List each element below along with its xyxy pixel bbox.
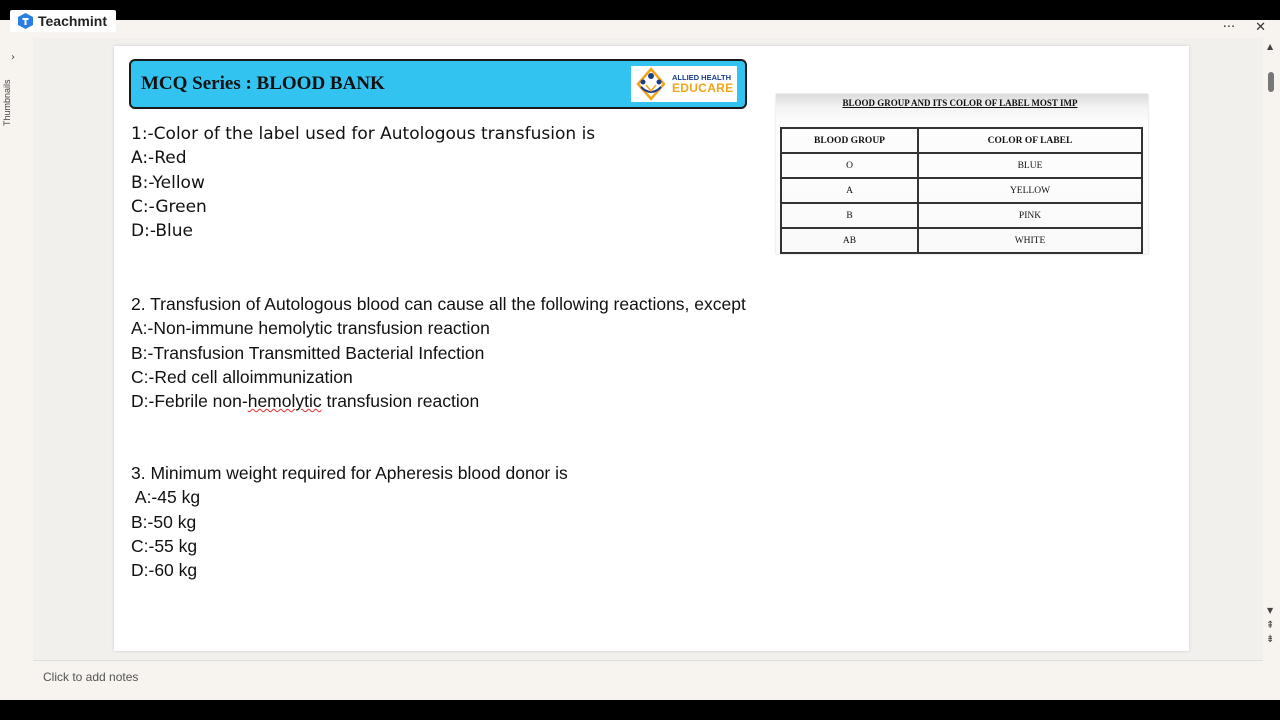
option-d — [131, 389, 746, 413]
option-d-part-1: D:-Febrile non- — [131, 391, 248, 412]
thumbnails-label[interactable]: Thumbnails — [2, 79, 12, 126]
table-cell: B — [781, 203, 918, 228]
table-cell: WHITE — [918, 228, 1142, 253]
question-text: 3. Minimum weight required for Apheresis blood donor is — [131, 463, 568, 483]
scroll-down-icon[interactable]: ▼ — [1267, 606, 1274, 615]
slide-area — [33, 38, 1263, 678]
option-d: D:-Blue — [131, 221, 193, 242]
table-row — [781, 228, 1142, 253]
table-cell: A — [781, 178, 918, 203]
scroll-up-icon[interactable]: ▲ — [1267, 42, 1274, 51]
table-cell: BLUE — [918, 153, 1142, 178]
allied-health-logo-icon — [634, 67, 668, 101]
thumbnails-toggle-icon[interactable]: › — [11, 52, 15, 63]
previous-slide-icon[interactable]: ⇞ — [1266, 620, 1275, 631]
notes-placeholder[interactable]: Click to add notes — [43, 670, 139, 684]
slide-title: MCQ Series : BLOOD BANK — [141, 73, 385, 94]
blood-group-table-image — [776, 94, 1148, 254]
table-cell: PINK — [918, 203, 1142, 228]
vertical-scrollbar[interactable] — [1263, 38, 1280, 678]
table-row — [781, 203, 1142, 228]
question-1 — [131, 122, 595, 243]
scrollbar-thumb[interactable] — [1268, 72, 1274, 92]
option-d: D:-60 kg — [131, 560, 198, 581]
option-c: C:-Green — [131, 196, 207, 217]
option-a: A:-Red — [131, 148, 187, 169]
column-header-color-of-label: COLOR OF LABEL — [918, 128, 1142, 153]
table-header-row — [781, 128, 1142, 153]
table-row — [781, 178, 1142, 203]
option-a: A:-Non-immune hemolytic transfusion reaction — [131, 318, 490, 339]
notes-pane[interactable] — [33, 660, 1263, 698]
next-slide-icon[interactable]: ⇟ — [1266, 634, 1275, 645]
table-heading: BLOOD GROUP AND ITS COLOR OF LABEL MOST IMP — [842, 98, 1078, 108]
table-row — [781, 153, 1142, 178]
teachmint-logo-icon — [18, 13, 33, 29]
brand-name: Teachmint — [38, 13, 107, 29]
column-header-blood-group: BLOOD GROUP — [781, 128, 918, 153]
window-controls — [1223, 20, 1266, 36]
spellcheck-underlined-word: hemolytic — [247, 391, 322, 412]
option-c: C:-55 kg — [131, 535, 198, 556]
question-3 — [131, 461, 568, 582]
slide-title-box — [129, 59, 747, 109]
table-cell: AB — [781, 228, 918, 253]
close-icon[interactable]: ✕ — [1255, 20, 1266, 35]
bottom-bar — [0, 700, 1280, 720]
question-2 — [131, 292, 746, 413]
option-b: B:-50 kg — [131, 511, 197, 532]
option-b: B:-Yellow — [131, 172, 205, 193]
question-text: 1:-Color of the label used for Autologous transfusion is — [131, 124, 596, 144]
slide[interactable] — [114, 46, 1189, 651]
table-cell: O — [781, 153, 918, 178]
option-c: C:-Red cell alloimmunization — [131, 366, 353, 387]
logo-text-educare: EDUCARE — [672, 80, 734, 95]
thumbnails-rail — [0, 38, 32, 678]
top-bar — [0, 0, 1280, 20]
more-options-icon[interactable]: ··· — [1222, 20, 1236, 35]
option-b: B:-Transfusion Transmitted Bacterial Infection — [131, 342, 485, 363]
logo-text-group — [672, 74, 733, 94]
table-cell: YELLOW — [918, 178, 1142, 203]
educare-logo — [631, 66, 737, 102]
option-d-part-3: transfusion reaction — [321, 391, 480, 412]
logo-text-allied-health: ALLIED HEALTH — [672, 73, 732, 83]
question-text: 2. Transfusion of Autologous blood can cause all the following reactions, except — [131, 294, 746, 314]
presentation-app — [0, 20, 1280, 700]
blood-group-table — [780, 127, 1143, 254]
teachmint-brand — [10, 10, 116, 32]
option-a: A:-45 kg — [131, 487, 201, 508]
